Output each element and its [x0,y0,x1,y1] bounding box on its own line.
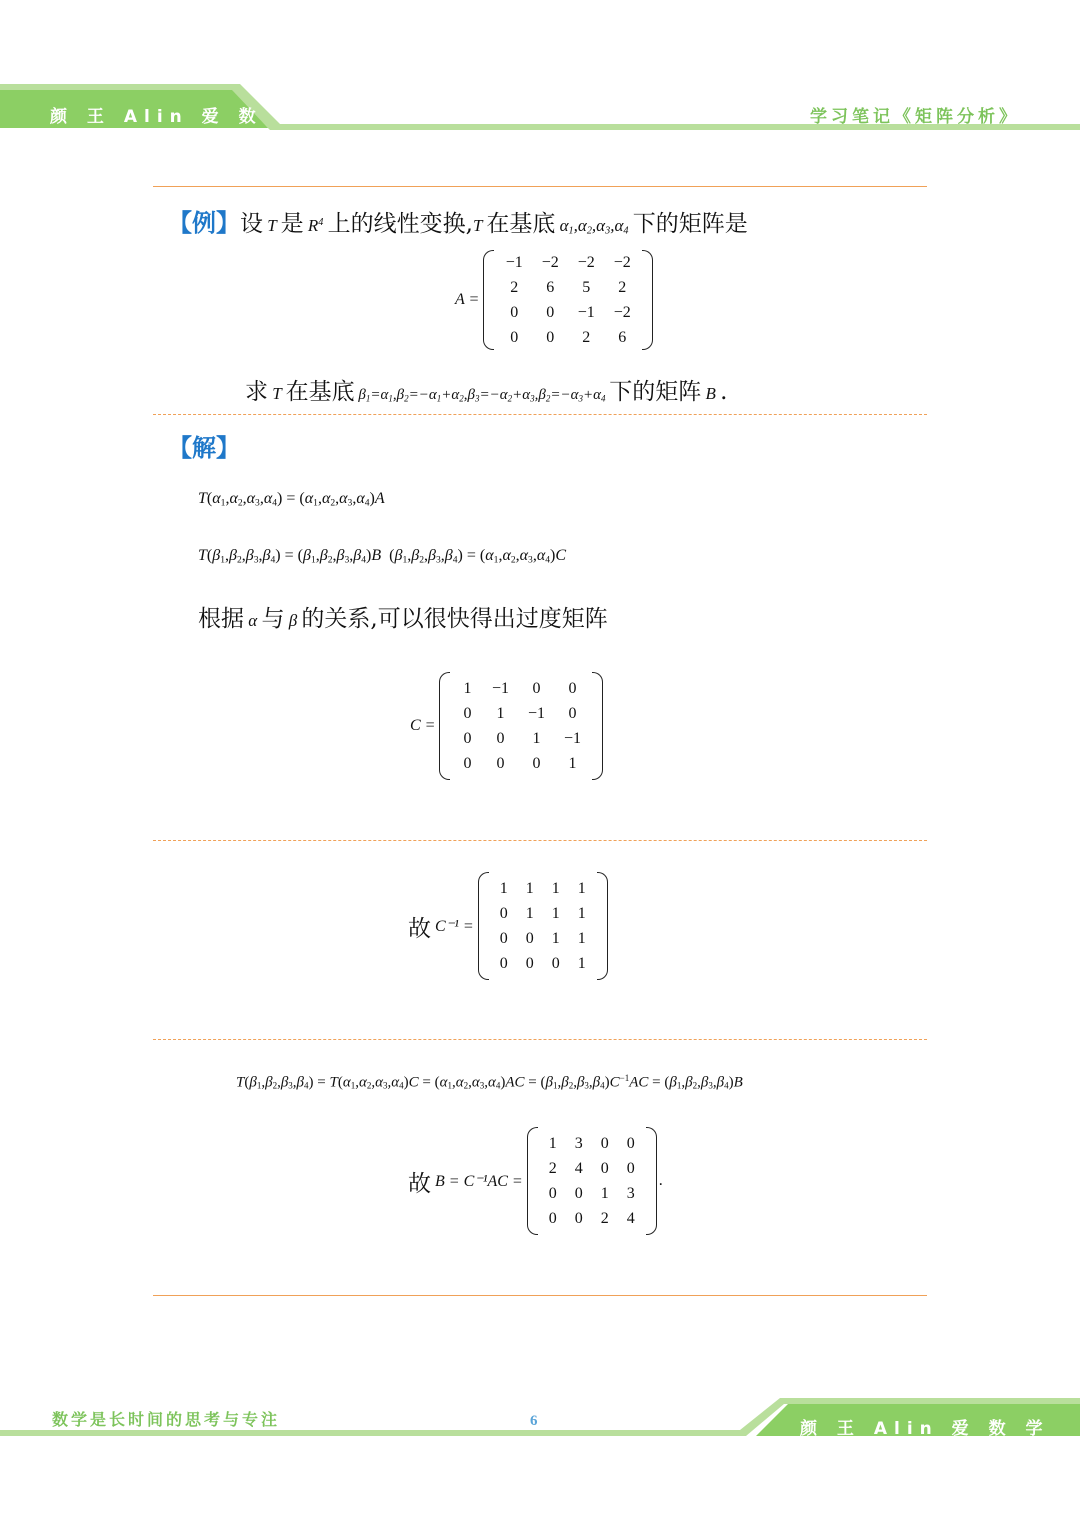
matrix-cell: 3 [626,1185,635,1202]
matrix-cell: 0 [574,1210,583,1227]
matrix-cell: 1 [577,880,586,897]
equation-t-beta: $T(\beta_1,\beta_2,\beta_3,\beta_4) = (\beta_1,\beta_2,\beta_3,\beta_4)B$ $(\beta_1,\beta_2,\beta_3,\beta_4) = (\alpha_1,\alpha_2,\alpha_3,\alpha_4)C$ [198,547,567,566]
matrix-cell: 1 [463,680,472,697]
matrix-cell: −2 [613,254,631,271]
relation-text: 根据 α 与 β 的关系,可以很快得出过度矩阵 [198,606,608,632]
matrix-cell: 0 [548,1210,557,1227]
matrix-cell: 1 [548,1135,557,1152]
matrix-c-grid [450,676,592,776]
matrix-cell: 0 [496,755,505,772]
divider-2 [153,840,927,841]
matrix-a: A = −1 −2 −2 −2 2 6 5 2 0 0 −1 −2 0 0 2 6 [455,250,653,350]
matrix-cell: −2 [577,254,595,271]
matrix-cell: 0 [463,705,472,722]
header-right-title: 学习笔记《矩阵分析》 [810,107,1020,127]
divider-3 [153,1039,927,1040]
footer-motto: 数学是长时间的思考与专注 [52,1410,281,1429]
header-left-title: 颜 王 Alin 爱 数 学 [50,107,300,127]
matrix-b-grid [538,1131,646,1231]
matrix-cell: 1 [532,730,541,747]
matrix-cell: 1 [568,755,577,772]
matrix-cell: 0 [568,680,577,697]
matrix-c-inverse-grid [489,876,597,976]
bottom-divider [153,1295,927,1296]
example-label: 【例】 [168,208,240,237]
equation-t-alpha: $T(\alpha_1,\alpha_2,\alpha_3,\alpha_4) = (\alpha_1,\alpha_2,\alpha_3,\alpha_4)A$ [198,490,385,509]
matrix-cell: 0 [525,930,534,947]
matrix-cell: 1 [577,905,586,922]
matrix-cell: 6 [546,279,555,296]
matrix-cell: 0 [551,955,560,972]
matrix-cell: 0 [546,329,555,346]
matrix-cell: 2 [548,1160,557,1177]
matrix-cell: 0 [548,1185,557,1202]
top-divider [153,186,927,187]
matrix-cell: 0 [532,680,541,697]
matrix-cell: 2 [600,1210,609,1227]
matrix-cell: 1 [577,930,586,947]
matrix-cell: 2 [510,279,519,296]
footer-right-title: 颜 王 Alin 爱 数 学 [800,1419,1050,1439]
matrix-cell: 0 [496,730,505,747]
matrix-cell: 0 [600,1135,609,1152]
matrix-a-grid [494,250,642,350]
matrix-b: 故 B = C⁻¹AC = 1 3 0 0 2 4 0 0 0 0 1 3 0 0 2 4 . [408,1127,663,1235]
matrix-cell: 0 [532,755,541,772]
page-number: 6 [530,1413,538,1429]
matrix-cell: 0 [546,304,555,321]
equation-derivation: $T(\beta_1,\beta_2,\beta_3,\beta_4) = T(\alpha_1,\alpha_2,\alpha_3,\alpha_4)C = (\alpha_1,\alpha_2,\alpha_3,\alpha_4)AC = (\beta_1,\beta_2,\beta_3,\beta_4)C^{-1}AC = (\beta_1,\beta_2,\beta_3,\beta_4)B$ [236,1073,743,1091]
matrix-cell: 1 [551,930,560,947]
matrix-cell: −2 [541,254,559,271]
matrix-cell: 6 [618,329,627,346]
example-divider [153,414,927,415]
matrix-cell: 1 [496,705,505,722]
matrix-cell: 0 [568,705,577,722]
matrix-cell: −1 [491,680,509,697]
matrix-cell: −1 [505,254,523,271]
matrix-c-inverse: 故 C⁻¹ = 1 1 1 1 0 1 1 1 0 0 1 1 0 0 0 1 [408,872,608,980]
matrix-cell: 0 [499,905,508,922]
example-question: 求 T 在基底 $\beta_1=\alpha_1,\beta_2=-\alpha_1+\alpha_2,\beta_3=-\alpha_2+\alpha_3,\beta_2=-\alpha_3+\alpha_4$ 下的矩阵 B . [245,379,728,405]
matrix-cell: 2 [582,329,591,346]
matrix-cell: 2 [618,279,627,296]
matrix-cell: 0 [463,755,472,772]
matrix-cell: 0 [600,1160,609,1177]
matrix-cell: 0 [463,730,472,747]
matrix-cell: 0 [626,1160,635,1177]
matrix-cell: −1 [577,304,595,321]
matrix-cell: −1 [527,705,545,722]
matrix-cell: 0 [510,329,519,346]
matrix-c: C = 1 −1 0 0 0 1 −1 0 0 0 1 −1 0 0 0 1 [410,672,603,780]
matrix-cell: 1 [551,905,560,922]
matrix-cell: 1 [525,880,534,897]
matrix-cell: 0 [510,304,519,321]
matrix-cell: 1 [600,1185,609,1202]
solution-label: 【解】 [168,433,240,462]
matrix-cell: 0 [499,930,508,947]
matrix-cell: 1 [499,880,508,897]
example-statement: 【例】设 T 是 $R^4$ 上的线性变换,T 在基底 $\alpha_1,\alpha_2,\alpha_3,\alpha_4$ 下的矩阵是 [168,208,748,237]
matrix-cell: 1 [551,880,560,897]
matrix-cell: 5 [582,279,591,296]
matrix-cell: 0 [525,955,534,972]
matrix-cell: 4 [626,1210,635,1227]
matrix-cell: 0 [626,1135,635,1152]
matrix-cell: 0 [574,1185,583,1202]
matrix-cell: 0 [499,955,508,972]
matrix-cell: 3 [574,1135,583,1152]
matrix-cell: −1 [563,730,581,747]
matrix-cell: 4 [574,1160,583,1177]
matrix-cell: 1 [525,905,534,922]
matrix-cell: −2 [613,304,631,321]
matrix-cell: 1 [577,955,586,972]
